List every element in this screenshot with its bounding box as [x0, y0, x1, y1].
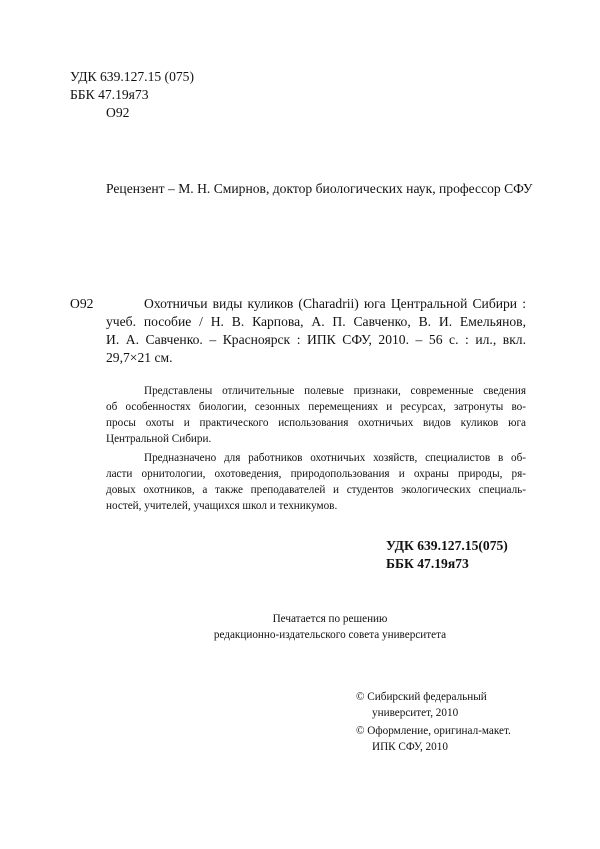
- annotation-line: об особенностях биологии, сезонных перемещениях и ресурсах, затронуты во-: [106, 401, 526, 413]
- bibliographic-code: О92: [70, 296, 94, 311]
- bbk-bold: ББК 47.19я73: [386, 556, 469, 571]
- bibliographic-line: И. А. Савченко. – Красноярск : ИПК СФУ, 2010. – 56 с. : ил., вкл.: [106, 332, 526, 347]
- annotation-paragraph-2: [106, 450, 526, 514]
- bbk-code: ББК 47.19я73: [70, 87, 149, 102]
- copyright-design: [356, 723, 511, 755]
- bibliographic-line: учеб. пособие / Н. В. Карпова, А. П. Савченко, В. И. Емельянов,: [106, 314, 526, 329]
- udk-code: УДК 639.127.15 (075): [70, 69, 195, 84]
- publication-note-line: Печатается по решению: [272, 613, 388, 625]
- annotation-line: довых охотников, а также преподавателей и студентов экологических специаль-: [106, 484, 526, 496]
- annotation-line: Представлены отличительные полевые признаки, современные сведения: [144, 385, 526, 397]
- annotation-line: Предназначено для работников охотничьих хозяйств, специалистов в об-: [144, 452, 526, 464]
- bibliographic-record: [106, 295, 526, 367]
- annotation-line: ностей, учителей, учащихся школ и техникумов.: [106, 500, 338, 512]
- copyright-university: [356, 689, 487, 721]
- annotation-line: Центральной Сибири.: [106, 433, 212, 445]
- publication-note-line: редакционно-издательского совета университета: [213, 629, 447, 641]
- udk-bold: УДК 639.127.15(075): [386, 538, 508, 553]
- copyright-line: © Сибирский федеральный: [356, 691, 487, 703]
- annotation-line: просы охоты и практического использования охотничьих видов куликов юга: [106, 417, 526, 429]
- bibliographic-line: 29,7×21 см.: [106, 350, 173, 365]
- copyright-line: университет, 2010: [372, 707, 459, 719]
- reviewer-line: Рецензент – М. Н. Смирнов, доктор биологических наук, профессор СФУ: [106, 181, 533, 196]
- author-sign-code: О92: [106, 105, 130, 120]
- annotation-paragraph-1: [106, 383, 526, 447]
- copyright-line: © Оформление, оригинал-макет.: [356, 725, 511, 737]
- copyright-line: ИПК СФУ, 2010: [372, 741, 448, 753]
- bibliographic-line: Охотничьи виды куликов (Charadrii) юга Центральной Сибири :: [144, 296, 526, 311]
- publication-note: [0, 611, 600, 643]
- annotation-line: ласти орнитологии, охотоведения, природопользования и охраны природы, ря-: [106, 468, 526, 480]
